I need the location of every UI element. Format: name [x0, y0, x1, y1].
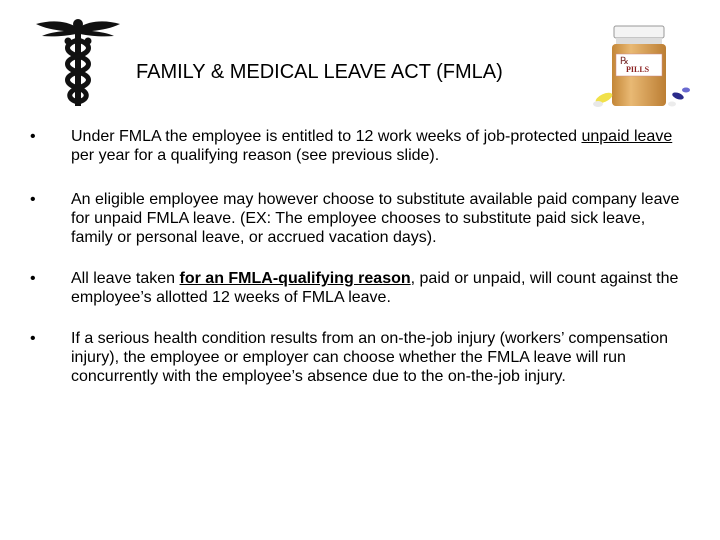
bullet-list — [30, 127, 690, 386]
bullet-text: If a serious health condition results from an on-the-job injury (workers’ compensation injury), the employee or employer can choose whether the FMLA leave will run concurrently with the employee’s absence due to the on-the-job injury. — [71, 330, 669, 385]
rx-symbol: ℞ — [620, 56, 629, 67]
pills-label: PILLS — [626, 65, 650, 74]
bullet-text: per year for a qualifying reason (see previous slide). — [71, 147, 440, 164]
bullet-text: An eligible employee may however choose to substitute available paid company leave for unpaid FMLA leave. (EX: The employee chooses to substitute paid sick leave, family or personal leave, or accrued vacation days). — [71, 191, 680, 246]
bullet-text: All leave taken — [71, 270, 180, 287]
pill-bottle-icon — [592, 24, 692, 110]
bullet-emphasis: unpaid leave — [581, 128, 673, 145]
bullet-dot: • — [30, 330, 36, 347]
bullet-dot: • — [30, 191, 36, 208]
bullet-dot: • — [30, 128, 36, 145]
bullet-emphasis: for an FMLA-qualifying reason — [179, 270, 411, 287]
caduceus-icon — [34, 14, 122, 108]
bullet-dot: • — [30, 270, 36, 287]
bullet-item — [30, 127, 690, 165]
slide-title: FAMILY & MEDICAL LEAVE ACT (FMLA) — [136, 61, 503, 83]
bullet-item — [30, 329, 690, 386]
bullet-item — [30, 190, 690, 247]
bullet-text: , paid or unpaid, will count against the employee’s allotted 12 weeks of FMLA leave. — [71, 270, 679, 306]
bullet-text: Under FMLA the employee is entitled to 12 work weeks of job-protected — [71, 128, 582, 145]
bullet-item — [30, 269, 690, 307]
